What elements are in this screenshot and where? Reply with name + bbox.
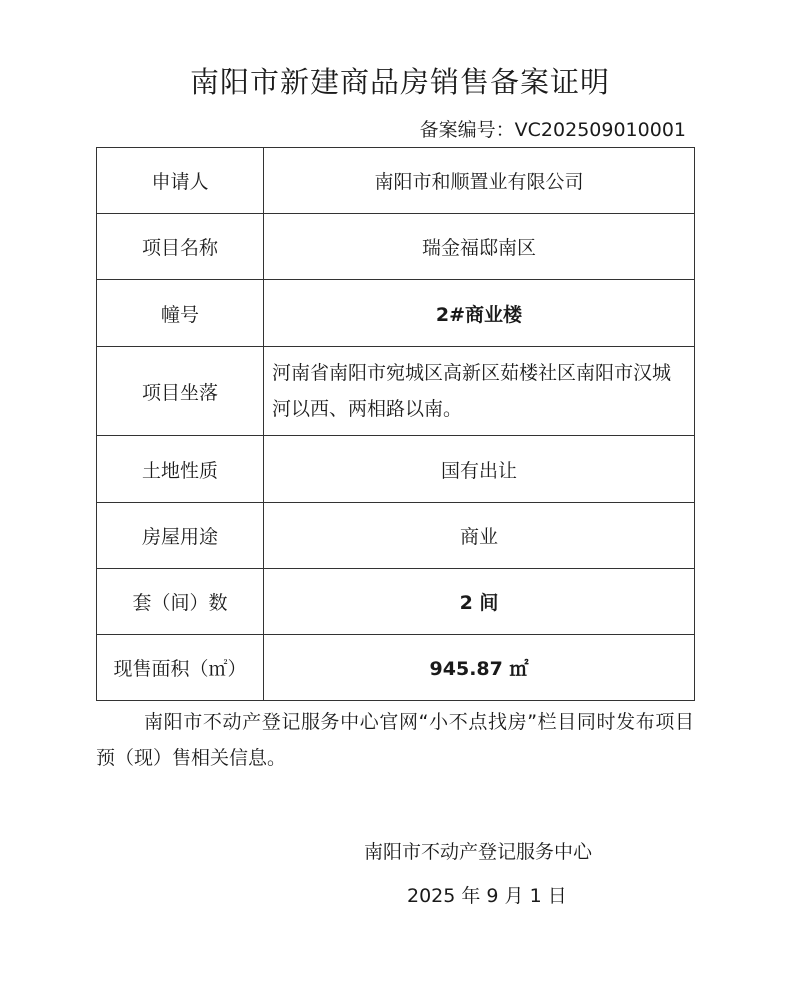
table-row [97, 280, 695, 347]
row-value-location: 河南省南阳市宛城区高新区茹楼社区南阳市汉城河以西、两相路以南。 [264, 347, 695, 436]
table-row [97, 347, 695, 436]
row-label-location: 项目坐落 [97, 347, 264, 436]
issue-date: 2025 年 9 月 1 日 [407, 885, 567, 907]
record-number-value: VC202509010001 [514, 119, 686, 141]
table-row [97, 214, 695, 280]
row-value-usage: 商业 [264, 503, 695, 569]
table-row [97, 569, 695, 635]
row-value-building-no: 2#商业楼 [264, 280, 695, 347]
row-label-applicant: 申请人 [97, 148, 264, 214]
row-value-project-name: 瑞金福邸南区 [264, 214, 695, 280]
row-label-land-type: 土地性质 [97, 436, 264, 503]
row-label-project-name: 项目名称 [97, 214, 264, 280]
document-title: 南阳市新建商品房销售备案证明 [189, 65, 610, 99]
record-info-table [96, 147, 695, 701]
issuer-name: 南阳市不动产登记服务中心 [364, 841, 593, 863]
table-row [97, 148, 695, 214]
row-value-applicant: 南阳市和顺置业有限公司 [264, 148, 695, 214]
row-label-sale-area: 现售面积（㎡） [97, 635, 264, 701]
record-number [420, 115, 686, 142]
row-value-unit-count: 2 间 [264, 569, 695, 635]
row-value-sale-area: 945.87 ㎡ [264, 635, 695, 701]
notice-paragraph: 南阳市不动产登记服务中心官网“小不点找房”栏目同时发布项目预（现）售相关信息。 [96, 711, 694, 769]
table-row [97, 503, 695, 569]
row-label-unit-count: 套（间）数 [97, 569, 264, 635]
table-row [97, 436, 695, 503]
record-number-label: 备案编号： [419, 119, 515, 141]
row-label-usage: 房屋用途 [97, 503, 264, 569]
row-value-land-type: 国有出让 [264, 436, 695, 503]
table-row [97, 635, 695, 701]
row-label-building-no: 幢号 [97, 280, 264, 347]
